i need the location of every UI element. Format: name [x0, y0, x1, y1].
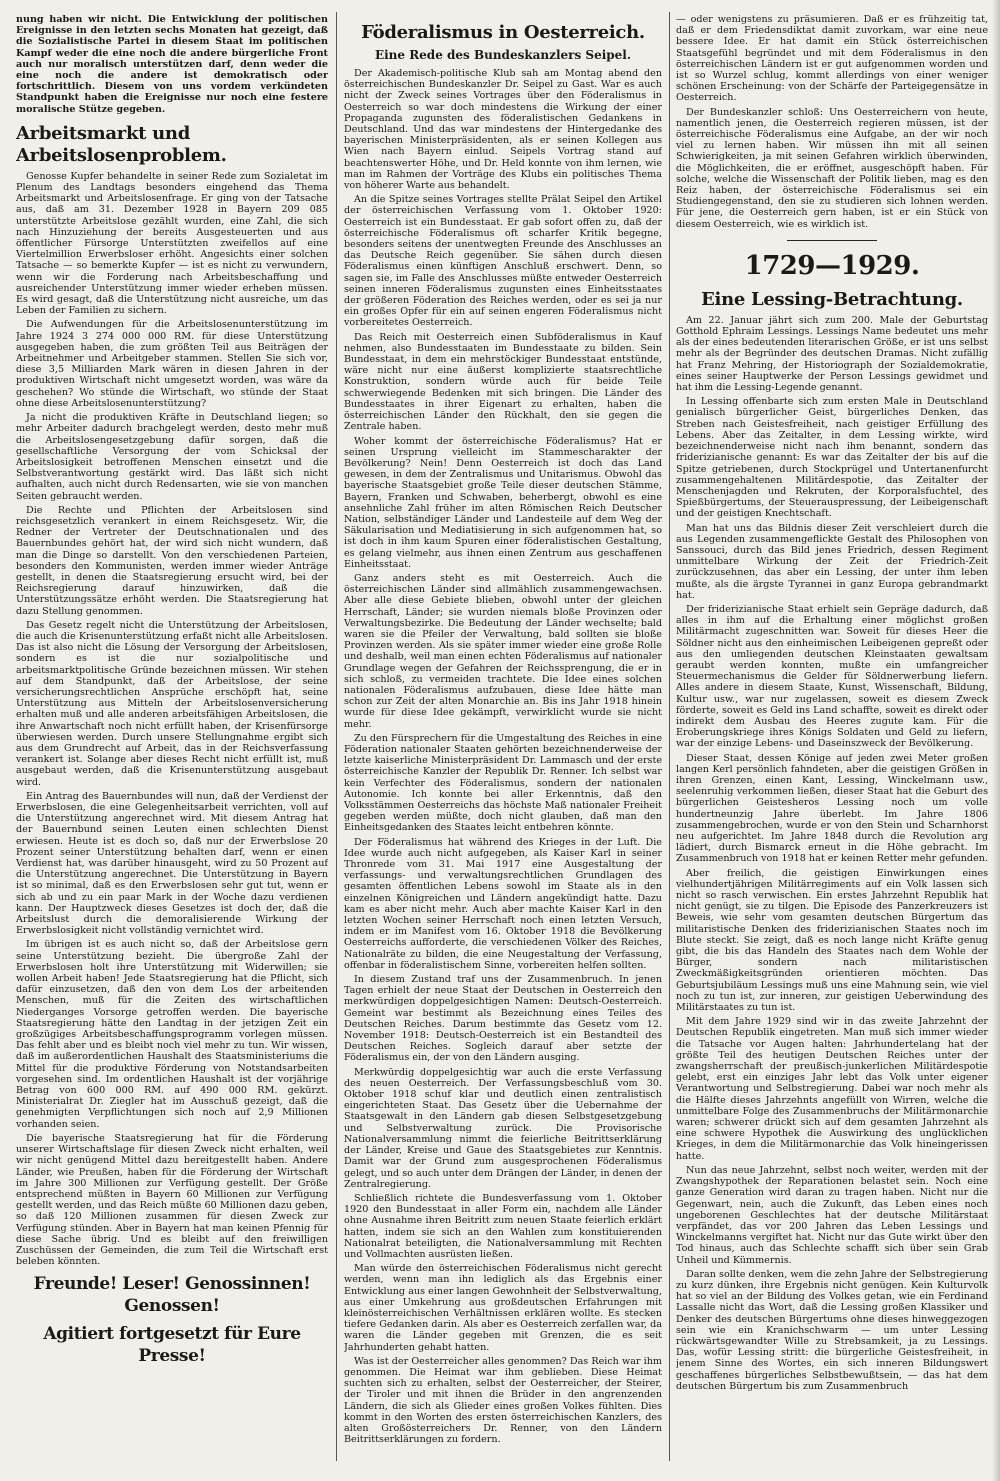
article-paragraph: — oder wenigstens zu präsumieren. Daß er es frühzeitig tat, daß er dem Friedensdiktat damit zuvorkam, war eine neue bessere Idee. Er hat damit ein Stück österreichischen Staatsgefühl begründet und mit dem Föderalismus in den österreichischen Ländern ist er gut aufgenommen worden und ist so Wurzel schlug, kommt allerdings von einer weniger schönen Erscheinung: von der Schärfe der Parteigegensätze in Oesterreich.: [676, 14, 988, 104]
intro-paragraph: nung haben wir nicht. Die Entwicklung der politischen Ereignisse in den letzten sechs Monaten hat gezeigt, daß die Sozialistische Partei in diesem Staat im politischen Kampf weder die eine noch die andere bürgerliche Front auch nur moralisch unterstützen darf, denn weder die eine noch die andere ist demokratisch oder fortschrittlich. Diesem von uns vordem verkündeten Standpunkt haben die Ereignisse nur noch eine festere moralische Stütze gegeben.: [16, 14, 328, 115]
article-paragraph: Woher kommt der österreichische Föderalismus? Hat er seinen Ursprung vielleicht im Stammescharakter der Bevölkerung? Nein! Denn Oesterreich ist doch das Land gewesen, in dem der Zentralismus und Unitarismus. Obwohl das bayerische Staatsgebiet große Teile dieser deutschen Stämme, Bayern, Franken und Schwaben, beherbergt, obwohl es eine ansehnliche Zahl früher im alten Römischen Reich Deutscher Nation, selbständiger Länder und Landesteile auf dem Weg der Säkularisation und Mediatisierung in sich aufgenommen hat, so ist doch in ihm kaum Spuren einer föderalistischen Gestaltung, es gelang vielmehr, aus ihnen einen Zentrum aus geschaffenen Einheitsstaat.: [344, 435, 662, 570]
article-paragraph: Ganz anders steht es mit Oesterreich. Auch die österreichischen Länder sind allmählich zusammengewachsen. Aber alle diese Gebiete blieben, obwohl unter der gleichen Herrschaft, Länder; sie wurden niemals bloße Provinzen oder Verwaltungsbezirke. Die Bedeutung der Länder wechselte; bald waren sie die Pfeiler der Verwaltung, bald sollten sie bloße Provinzen werden. Als sie später immer wieder eine große Rolle und deshalb, weil man einen echten Föderalismus auf nationaler Grundlage wegen der Gefahren der Reichssprengung, die er in sich schloß, zu vermeiden trachtete. Die Idee eines solchen nationalen Föderalismus aufzubauen, diese Idee hätte man schon zur Zeit der alten Monarchie an. Bis ins Jahr 1918 hinein wurde für diese Idee gekämpft, verwirklicht wurde sie nicht mehr.: [344, 572, 662, 730]
article-paragraph: Am 22. Januar jährt sich zum 200. Male der Geburtstag Gotthold Ephraim Lessings. Lessings Name bedeutet uns mehr als der eines bedeutenden literarischen Größe, er ist uns selbst mehr als der Begründer des deutschen Dramas. Nicht zufällig hat Franz Mehring, der Historiograph der Sozialdemokratie, eines seiner Hauptwerke der Person Lessings gewidmet und hat ihm die Lessing-Legende genannt.: [676, 314, 988, 394]
column-right: [676, 14, 988, 1461]
article-paragraph: Ja nicht die produktiven Kräfte in Deutschland liegen; so mehr Arbeiter dadurch brachgelegt werden, desto mehr muß die Arbeitslosengesetzgebung dafür sorgen, daß die gesellschaftliche Versorgung der vom Schicksal der Arbeitslosigkeit betroffenen Menschen einsetzt und die Selbstverantwortung gestärkt wird. Das läßt sich nicht aufhalten, auch nicht durch Redensarten, wie sie von manchen Seiten gebraucht werden.: [16, 412, 328, 502]
column-divider: [669, 12, 670, 1461]
article-paragraph: Mit dem Jahre 1929 sind wir in das zweite Jahrzehnt der Deutschen Republik eingetreten. Man muß sich immer wieder die Tatsache vor Augen halten: Jahrhundertelang hat der größte Teil des heutigen Deutschen Reiches unter der zwangsherrschaft der preußisch-junkerlichen Militärdespotie gelebt, erst ein einziges Jahr lebt das Volk unter eigener Verantwortung und Selbstregierung. Dabei war noch mehr als die Hälfte dieses Jahrzehnts angefüllt von Wirren, welche die unmittelbare Folge des Zusammenbruchs der Militärmonarchie waren; schwerer drückt sich auf dem gesamten Jahrzehnt als eine schwere Hypothek die Auswirkung des unglücklichen Krieges, in dem die Militärmonarchie das Volk hineingerissen hatte.: [676, 1016, 988, 1162]
article-paragraph: Was ist der Oesterreicher alles genommen? Das Reich war ihm genommen. Die Heimat war ihm geblieben. Diese Heimat suchten sich zu erhalten, selbst der Oesterreicher, der Steirer, der Tiroler und mit ihnen die Brüder in den angrenzenden Ländern, die sich als Glieder eines großen Volkes fühlten. Dies kommt in den Worten des ersten österreichischen Kanzlers, des alten Großösterreichers Dr. Renner, von den Ländern Beitrittserklärungen zu fordern.: [344, 1355, 662, 1446]
article-paragraph: Genosse Kupfer behandelte in seiner Rede zum Sozialetat im Plenum des Landtags besonders eingehend das Thema Arbeitsmarkt und Arbeitslosenfrage. Er ging von der Tatsache aus, daß am 31. Dezember 1928 in Bayern 209 085 unterstützte Arbeitslose gezählt wurden, eine Zahl, die sich nach Hinzuziehung der bereits Ausgesteuerten und aus öffentlicher Fürsorge Unterstützten zweifellos auf eine Viertelmillion Erwerbsloser erhöht. Angesichts einer solchen Tatsache — so bemerkte Kupfer — ist es nicht zu verwundern, wenn wir die Forderung nach Arbeitsbeschaffung und ausreichender Unterstützung immer wieder erheben müssen. Es wird gesagt, daß die Unterstützung nicht ausreiche, um das Leben der Familien zu sichern.: [16, 170, 328, 317]
article-subheadline: Eine Rede des Bundeskanzlers Seipel.: [374, 48, 632, 62]
article-paragraph: Im übrigen ist es auch nicht so, daß der Arbeitslose gern seine Unterstützung bezieht. Die übergroße Zahl der Erwerbslosen holt ihre Unterstützung mit Widerwillen; sie wollen Arbeit haben! Jede Staatsregierung hat die Pflicht, sich dafür einzusetzen, daß den von dem Los der arbeitenden Menschen, muß für die Zeiten des wirtschaftlichen Niederganges Vorsorge getroffen werden. Die bayerische Staatsregierung hätte den Landtag in der jetzigen Zeit ein großzügiges Arbeitsbeschaffungsprogramm vorlegen müssen. Das fehlt aber und es bleibt noch viel mehr zu tun. Wir wissen, daß im außerordentlichen Haushalt des Staatsministeriums die Mittel für die produktive Förderung von Notstandsarbeiten vorgesehen sind. Im ordentlichen Haushalt ist der vorjährige Betrag von 600 000 RM. auf 490 000 RM. gekürzt. Ministerialrat Dr. Ziegler hat im Ausschuß gezeigt, daß die genehmigten Verpflichtungen sich noch auf 2,9 Millionen vorhanden seien.: [16, 939, 328, 1130]
section-separator: [787, 240, 877, 241]
article-paragraph: Man hat uns das Bildnis dieser Zeit verschleiert durch die aus Legenden zusammengeflickte Gestalt des Philosophen von Sanssouci, durch das Bild jenes Friedrich, dessen Regiment unmittelbare Wirkung der Zeit der Friedrich-Zeit zurückzusehnen, das aber ein Lessing, der unter ihm leben mußte, als die ärgste Tyrannei in ganz Europa gebrandmarkt hat.: [676, 522, 988, 601]
article-paragraph: Ein Antrag des Bauernbundes will nun, daß der Verdienst der Erwerbslosen, die eine Gelegenheitsarbeit verrichten, voll auf die Unterstützung angerechnet wird. Mit diesem Antrag hat der Bauernbund seinen Leuten einen schlechten Dienst erwiesen. Heute ist es doch so, daß nur der Erwerbslose 20 Prozent seiner Unterstützung behalten darf, wenn er einen Verdienst hat, was darüber hinausgeht, wird zu 50 Prozent auf die Unterstützung angerechnet. Die Unterstützung in Bayern ist so minimal, daß es den Erwerbslosen sehr gut tut, wenn er sich ab und zu ein paar Mark in der Woche dazu verdienen kann. Der Hauptzweck dieses Gesetzes ist doch der, daß die Arbeitslust durch die demoralisierende Wirkung der Erwerbslosigkeit nicht vollständig vernichtet wird.: [16, 790, 328, 937]
scan-shadow-edge: [992, 0, 1000, 1481]
article-paragraph: Die Aufwendungen für die Arbeitslosenunterstützung im Jahre 1924 3 274 000 000 RM. für diese Unterstützung ausgegeben haben, die zum größten Teil aus Beiträgen der Arbeitnehmer und Arbeitgeber stammen. Stellen Sie sich vor, diese 3,5 Milliarden Mark wären in diesen Jahren in der produktiven Wirtschaft nicht umgesetzt worden, was wäre da geschehen? Wo stünde die Wirtschaft, wo stünde der Staat ohne diese Arbeitslosenunterstützung?: [16, 319, 328, 409]
article-headline-arbeitsmarkt: Arbeitsmarkt und Arbeitslosenproblem.: [16, 122, 227, 166]
slogan-line-2: Agitiert fortgesetzt für Eure Presse!: [43, 1324, 301, 1367]
article-paragraph: Das Gesetz regelt nicht die Unterstützung der Arbeitslosen, die auch die Krisenunterstützung erfaßt nicht alle Arbeitslosen. Das ist also nicht die Lösung der Versorgung der Arbeitslosen, sondern es ist die nur sozialpolitische und arbeitsmarktpolitische Gründe bezeichnen müssen. Wir stehen auf dem Standpunkt, daß der Arbeitslose, der seine versicherungsrechtlichen Ansprüche erschöpft hat, seine Unterstützung aus Mitteln der Arbeitslosenversicherung erhalten muß und alle anderen arbeitsfähigen Arbeitslosen, die ihre Anwartschaft noch nicht erfüllt haben, der Krisenfürsorge überwiesen werden. Durch unsere Stellungnahme ergibt sich aus dem Grundrecht auf Arbeit, das in der Reichsverfassung verankert ist. Solange aber dieses Recht nicht erfüllt ist, muß ausgebaut werden, daß die Krisenunterstützung ausgebaut wird.: [16, 619, 328, 788]
article-paragraph: Daran sollte denken, wem die zehn Jahre der Selbstregierung zu kurz dünken, ihre Ergebnis nicht genügen. Kein Kulturvolk hat so viel an der Bildung des Volkes getan, wie ein Ferdinand Lassalle nicht das Wort, daß die Lessing großen Klassiker und Denker des deutschen Bürgertums ohne dieses hinweggezogen sein wie ein Kranichschwarm — um unter Lessing rückwärtsgewandter Wille zu Strebsamkeit, ja zu Lessings. Das, wofür Lessing stritt: die bürgerliche Geistesfreiheit, in jenem Sinne des Wortes, ein sich inneren Bildungswert geschaffenes bürgerliches Selbstbewußtsein, — das hat dem deutschen Bürgertum bis zum Zusammenbruch: [676, 1268, 988, 1392]
article-paragraph: Nun das neue Jahrzehnt, selbst noch weiter, werden mit der Zwangshypothek der Reparationen belastet sein. Noch eine ganze Generation wird daran zu tragen haben. Nicht nur die Gegenwart, nein, auch die Zukunft, das Leben eines noch ungeborenen Geschlechtes hat der deutsche Militärstaat verpfändet, das vor 200 Jahren das Leben Lessings und Winckelmanns vergiftet hat. Nicht nur das Gute wirkt über den Tod hinaus, auch das Schlechte schafft sich über sein Grab Unheil und Kümmernis.: [676, 1164, 988, 1266]
article-paragraph: Zu den Fürsprechern für die Umgestaltung des Reiches in eine Föderation nationaler Staaten gehörten bezeichnenderweise der letzte kaiserliche Ministerpräsident Dr. Lammasch und der erste österreichische Kanzler der Republik Dr. Renner. Ich selbst war kein Verfechter des Föderalismus, sondern der nationalen Autonomie. Ich konnte bei aller Erkenntnis, daß den Volksstämmen Oesterreichs das höchste Maß nationaler Freiheit gegeben werden müßte, doch nicht glauben, daß man den Einheitsgedanken des Staates leicht entbehren könnte.: [344, 732, 662, 834]
article-paragraph: Merkwürdig doppelgesichtig war auch die erste Verfassung des neuen Oesterreich. Der Verfassungsbeschluß vom 30. Oktober 1918 schuf klar und deutlich einen zentralistisch eingerichteten Staat. Das Gesetz über die Uebernahme der Staatsgewalt in den Ländern gab diesen Selbstgesetzgebung und Selbstverwaltung zurück. Die Provisorische Nationalversammlung nimmt die feierliche Beitrittserklärung der Länder, Kreise und Gaue des Staatsgebietes zur Kenntnis. Damit war der Grund zum ausgesprochenen Föderalismus gelegt, und so auch unter dem Drängen der Länder, in denen der Zentralregierung.: [344, 1066, 662, 1190]
article-paragraph: An die Spitze seines Vortrages stellte Prälat Seipel den Artikel der österreichischen Verfassung vom 1. Oktober 1920: Oesterreich ist ein Bundesstaat. Er gab sofort offen zu, daß der österreichische Föderalismus oft scharfer Kritik begegne, besonders seitens der unentwegten Freunde des Anschlusses an das Deutsche Reich gegenüber. Sie sähen durch diesen Föderalismus einen künftigen Anschluß erschwert. Denn, so sagen sie, im Falle des Anschlusses müßte entweder Oesterreich seinen inneren Föderalismus zugunsten eines Einheitsstaates der größeren Föderation des Reiches werden, oder es sei ja nur ein großes Opfer für ein auf seinen engeren Föderalismus nicht vorbereitetes Oesterreich.: [344, 194, 662, 329]
slogan-line-1: Freunde! Leser! Genossinnen! Genossen!: [33, 1274, 311, 1317]
article-paragraph: Die bayerische Staatsregierung hat für die Förderung unserer Wirtschaftslage für diesen Zweck nicht erhalten, weil wir nicht genügend Mittel dazu bereitgestellt haben. Andere Länder, wie Preußen, haben für die Förderung der Wirtschaft im Jahre 300 Millionen zur Verfügung gestellt. Der Größe entsprechend müßten in Bayern 60 Millionen zur Verfügung gestellt werden, und das Reich müßte 60 Millionen dazu geben, so daß 120 Millionen zusammen für diesen Zweck zur Verfügung stünden. Aber in Bayern hat man keinen Pfennig für diese Sache übrig. Und es bleibt auf den freiwilligen Zuschüssen der Gemeinden, die zum Teil die Wirtschaft erst beleben könnten.: [16, 1132, 328, 1268]
article-paragraph: Der Akademisch-politische Klub sah am Montag abend den österreichischen Bundeskanzler Dr. Seipel zu Gast. War es auch nicht der Zweck seines Vortrages über den Föderalismus in Oesterreich so war doch mindestens die Wirkung der einer Propaganda zugunsten des föderalistischen Gedankens in Deutschland. Und das war mindestens der Hintergedanke des bayerischen Ministerpräsidenten, als er seinen Kollegen aus Wien nach Bayern einlud. Seipels Vortrag stand auf beachtenswerter Höhe, und Dr. Held konnte von ihm lernen, wie man im Rahmen der Vorträge des Klubs ein politisches Thema von höherer Warte aus behandelt.: [344, 68, 662, 192]
column-divider: [336, 12, 337, 1461]
column-left: [16, 14, 328, 1461]
article-paragraph: Aber freilich, die geistigen Einwirkungen eines vielhundertjährigen Militärregiments auf ein Volk lassen sich nicht so rasch verwischen. Ein erstes Jahrzehnt Republik hat nicht genügt, sie zu tilgen. Die Episode des Panzerkreuzers ist Beweis, wie sehr vom gesamten deutschen Bürgertum das militaristische Denken des friderizianischen Staates noch im Blute steckt. Sie zeigt, daß es noch lange nicht Kräfte genug gibt, die bis das Handeln des Staates nach dem Wohle der Bürger, sondern nach militaristischen Zweckmäßigkeitsgründen orientieren möchten. Das Geburtsjubiläum Lessings muß uns eine Mahnung sein, wie viel noch zu tun ist, zur inneren, zur geistigen Ueberwindung des Militärstaates zu tun ist.: [676, 867, 988, 1014]
article-paragraph: Man würde den österreichischen Föderalismus nicht gerecht werden, wenn man ihn lediglich als das Ergebnis einer Entwicklung aus einer langen Gewohnheit der Selbstverwaltung, aus einer Umkehrung aus großdeutschen Erfahrungen mit kleinösterreichischen Verhältnissen erklären wollte. Es stecken tiefere Gedanken darin. Als aber es Oesterreich zerfallen war, da waren die Länder gegeben mit Grenzen, die es seit Jahrhunderten gehabt hatten.: [344, 1263, 662, 1353]
article-paragraph: Das Reich mit Oesterreich einen Subföderalismus in Kauf nehmen, also Bundesstaaten im Bundesstaate zu bilden. Sein Bundesstaat, in dem ein mehrstöckiger Bundesstaat entstünde, wäre nicht nur eine äußerst komplizierte staatsrechtliche Konstruktion, sondern würde auch für beide Teile schwerwiegende Bedenken mit sich bringen. Die Länder des Bundesstaates in ihrer Eigenart zu erhalten, haben die österreichischen Länder den Rückhalt, den sie gegen die Zentrale haben.: [344, 331, 662, 433]
article-paragraph: In diesem Zustand traf uns der Zusammenbruch. In jenen Tagen erhielt der neue Staat der Deutschen in Oesterreich den merkwürdigen doppelgesichtigen Namen: Deutsch-Oesterreich. Gemeint war bestimmt als Bezeichnung eines Teiles des Deutschen Reiches. Darum bestimmte das Gesetz vom 12. November 1918: Deutsch-Oesterreich ist ein Bestandteil des Deutschen Reiches. Sogleich darauf aber setzte der Föderalismus ein, der von den Ländern ausging.: [344, 974, 662, 1064]
article-paragraph: Der Bundeskanzler schloß: Uns Oesterreichern von heute, namentlich jenen, die Oesterreich regieren müssen, ist der österreichische Föderalismus eine Aufgabe, an der wir noch viel zu lernen haben. Wir müssen ihn mit all seinen Schwierigkeiten, ja mit seinen Gefahren wirklich überwinden, die Möglichkeiten, die er eröffnet, ausgeschöpft haben. Für solche, welche die Wissenschaft der Politik lieben, mag es den Reiz haben, der österreichische Föderalismus sei ein Studiengegenstand, den sie zu studieren sich lohnen werden. Für jene, die Oesterreich gern haben, ist er ein Stück von diesem Oesterreich, wie es wirklich ist.: [676, 106, 988, 230]
article-headline-foederalismus: Föderalismus in Oesterreich.: [361, 22, 645, 43]
article-paragraph: Schließlich richtete die Bundesverfassung vom 1. Oktober 1920 den Bundesstaat in aller Form ein, nachdem alle Länder ohne Ausnahme ihren Beitritt zum neuen Staate feierlich erklärt hatten, indem sie sich an den Wahlen zum konstituierenden Nationalrat beteiligten, die Nationalversammlung mit Rechten und Vollmachten ausrüsten ließen.: [344, 1192, 662, 1260]
article-paragraph: In Lessing offenbarte sich zum ersten Male in Deutschland genialisch bürgerlicher Geist, bürgerliches Denken, das Streben nach Geistesfreiheit, nach geistiger Erfüllung des Lebens. Aber das Zeitalter, in dem Lessing wirkte, wird bezeichnenderweise nicht nach ihm benannt, sondern das friderizianische genannt: Es war das Zeitalter der bis auf die Spitze getriebenen, durch Stockprügel und Untertanenfurcht zusammengehaltenen Militärdespotie, das Zeitalter der Menschenjagden und Rekruten, der Korporalsfuchtel, des Spießbürgertums, der Steuerauspressung, der Leibeigenschaft und der geistigen Knechtschaft.: [676, 396, 988, 520]
article-headline-lessing: Eine Lessing-Betrachtung.: [701, 288, 963, 310]
column-middle: [344, 14, 662, 1461]
article-paragraph: Die Rechte und Pflichten der Arbeitslosen sind reichsgesetzlich verankert in einem Reichsgesetz. Wir, die Redner der Vertreter der Deutschnationalen und des Bauernbundes gehört hat, der wird sich nicht wundern, daß man die Dinge so darstellt. Von den verschiedenen Parteien, besonders den Kommunisten, werden immer wieder Anträge gestellt, in denen die Staatsregierung ersucht wird, bei der Reichsregierung darauf hinzuwirken, daß die Unterstützungssätze erhöht werden. Die Staatsregierung hat dazu Stellung genommen.: [16, 504, 328, 617]
article-paragraph: Der friderizianische Staat erhielt sein Gepräge dadurch, daß alles in ihm auf die Erhaltung einer möglichst großen Militärmacht zugeschnitten war. Soweit für dieses Heer die Söldner nicht aus den einheimischen Leibeigenen gepreßt oder aus den umliegenden deutschen Kleinstaaten gewaltsam geraubt werden konnten, mußte ein umfangreicher Steuermechanismus die Gelder für Söldnerwerbung liefern. Alles andere in diesem Staate, Kunst, Wissenschaft, Bildung, Kultur usw., war nur zugelassen, soweit es diesem Zweck förderte, soweit es Geld ins Land schaffte, soweit es direkt oder indirekt dem Ausbau des Heeres zugute kam. Für die Eroberungskriege ihres Königs Soldaten und Geld zu liefern, war der einzige Lebens- und Daseinszweck der Bevölkerung.: [676, 603, 988, 750]
lessing-year-heading: 1729—1929.: [744, 250, 920, 281]
article-paragraph: Dieser Staat, dessen Könige auf jeden zwei Meter großen langen Kerl persönlich fahndeten, aber die geistigen Größen in ihren Grenzen, einen Kant, Lessing, Winckelmann usw., seelenruhig verkommen ließen, dieser Staat hat die Geburt des bürgerlichen Geistesheros Lessing noch um volle hundertneunzig Jahre überlebt. Im Jahre 1806 zusammengebrochen, wurde er von den Stein und Scharnhorst neu aufgerichtet. Im Jahre 1848 durch die Revolution arg lädiert, durch Bismarck erneut in die Höhe gebracht. Im Zusammenbruch von 1918 hat er keinen Retter mehr gefunden.: [676, 752, 988, 865]
article-paragraph: Der Föderalismus hat während des Krieges in der Luft. Die Idee wurde auch nicht aufgegeben, als Kaiser Karl in seiner Thronrede vom 31. Mai 1917 eine Ausgestaltung der verfassungs- und verwaltungsrechtlichen Grundlagen des gesamten öffentlichen Lebens sowohl im Staate als in den einzelnen Königreichen und Ländern angekündigt hatte. Dazu kam es aber nicht mehr. Auch aber machte Kaiser Karl in den letzten Wochen seiner Herrschaft noch einen letzten Versuch, indem er im Manifest vom 16. Oktober 1918 die Bevölkerung Oesterreichs aufforderte, die verschiedenen Völker des Reiches, Nationalräte zu bilden, die eine Neugestaltung der Verfassung, offenbar in föderalistischem Sinne, vorbereiten helfen sollten.: [344, 836, 662, 971]
